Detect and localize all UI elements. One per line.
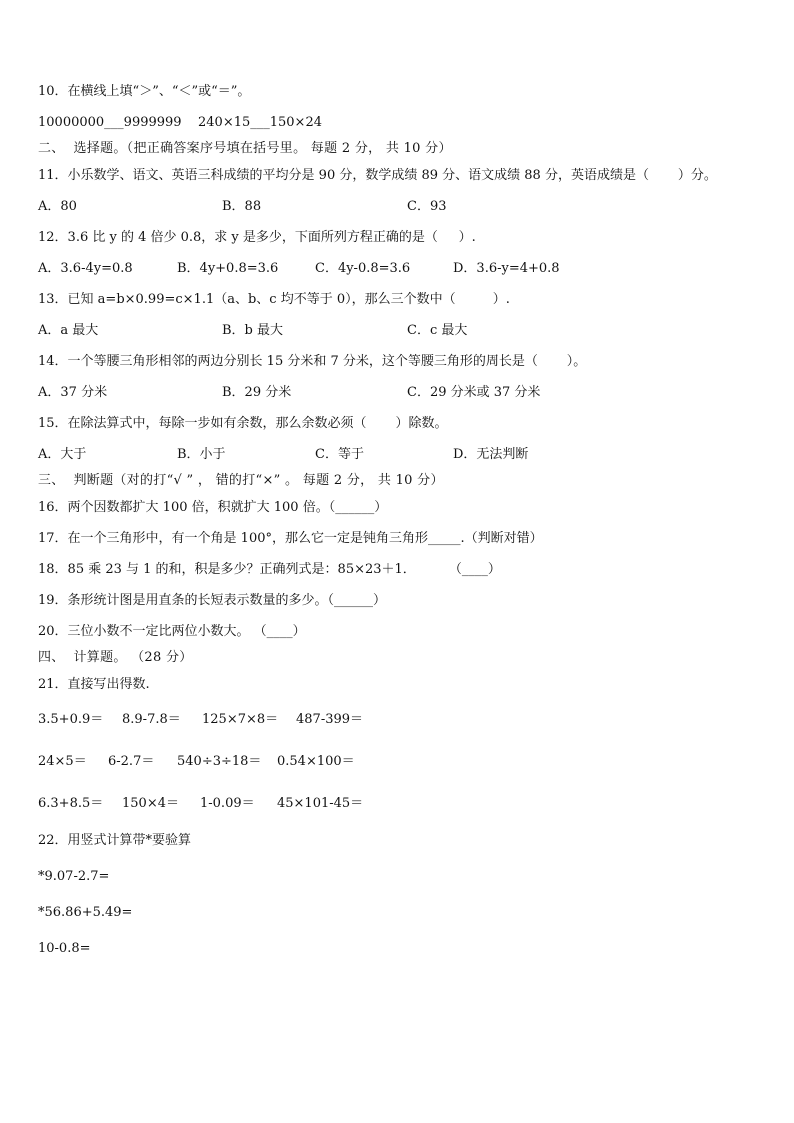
question-10-stem: 10．在横线上填“＞”、“＜”或“＝”。 (38, 84, 251, 99)
vertical-calc-item: *56.86+5.49= (38, 905, 133, 920)
calc-item: 1-0.09＝ (200, 796, 255, 811)
question-16: 16．两个因数都扩大 100 倍，积就扩大 100 倍。（______） (38, 500, 388, 515)
question-10-item-2: 240×15___150×24 (198, 115, 322, 130)
question-12-option-c: C．4y-0.8=3.6 (315, 261, 411, 276)
question-22-stem: 22．用竖式计算带*要验算 (38, 833, 192, 848)
question-15-option-d: D．无法判断 (453, 447, 529, 462)
question-19: 19．条形统计图是用直条的长短表示数量的多少。（______） (38, 593, 387, 608)
question-12-stem: 12．3.6 比 y 的 4 倍少 0.8，求 y 是多少，下面所列方程正确的是（ ）. (38, 230, 476, 245)
calc-item: 487-399＝ (296, 712, 364, 727)
question-20: 20．三位小数不一定比两位小数大。 （____） (38, 624, 306, 639)
question-10-item-1: 10000000___9999999 (38, 115, 182, 130)
question-15-stem: 15．在除法算式中，每除一步如有余数，那么余数必须（ ）除数。 (38, 416, 448, 431)
question-13-option-b: B．b 最大 (222, 323, 284, 338)
question-14-option-b: B．29 分米 (222, 385, 292, 400)
calc-item: 3.5+0.9＝ (38, 712, 104, 727)
vertical-calc-item: *9.07-2.7= (38, 869, 110, 884)
question-18: 18．85 乘 23 与 1 的和，积是多少？正确列式是：85×23＋1． （____） (38, 562, 501, 577)
question-13-stem: 13．已知 a=b×0.99=c×1.1（a、b、c 均不等于 0），那么三个数中（ ）. (38, 292, 510, 307)
calc-item: 540÷3÷18＝ (177, 754, 262, 769)
question-14-option-c: C．29 分米或 37 分米 (407, 385, 541, 400)
calc-item: 24×5＝ (38, 754, 87, 769)
question-11-option-b: B．88 (222, 199, 262, 214)
question-15-option-b: B．小于 (177, 447, 226, 462)
section-2-heading: 二、 选择题。（把正确答案序号填在括号里。 每题 2 分， 共 10 分） (38, 141, 452, 156)
question-15-option-c: C．等于 (315, 447, 364, 462)
question-11-stem: 11．小乐数学、语文、英语三科成绩的平均分是 90 分，数学成绩 89 分、语文成绩 88 分，英语成绩是（ ）分。 (38, 168, 717, 183)
question-13-option-a: A．a 最大 (38, 323, 99, 338)
question-11-option-c: C．93 (407, 199, 447, 214)
calc-item: 8.9-7.8＝ (122, 712, 181, 727)
question-21-stem: 21．直接写出得数. (38, 677, 150, 692)
calc-item: 45×101-45＝ (277, 796, 364, 811)
question-13-option-c: C．c 最大 (407, 323, 468, 338)
calc-item: 125×7×8＝ (202, 712, 279, 727)
calc-item: 6.3+8.5＝ (38, 796, 104, 811)
question-17: 17．在一个三角形中，有一个角是 100°，那么它一定是钝角三角形_____.（判断对错） (38, 531, 543, 546)
calc-item: 6-2.7＝ (108, 754, 155, 769)
question-12-option-d: D．3.6-y=4+0.8 (453, 261, 560, 276)
question-15-option-a: A．大于 (38, 447, 87, 462)
calc-item: 150×4＝ (122, 796, 179, 811)
question-12-option-a: A．3.6-4y=0.8 (38, 261, 133, 276)
section-3-heading: 三、 判断题（对的打“√ ” ， 错的打“×” 。 每题 2 分， 共 10 分） (38, 473, 444, 488)
question-14-option-a: A．37 分米 (38, 385, 108, 400)
vertical-calc-item: 10-0.8= (38, 941, 91, 956)
question-14-stem: 14．一个等腰三角形相邻的两边分别长 15 分米和 7 分米，这个等腰三角形的周长是（ ）。 (38, 354, 587, 369)
question-11-option-a: A．80 (38, 199, 77, 214)
question-12-option-b: B．4y+0.8=3.6 (177, 261, 279, 276)
calc-item: 0.54×100＝ (277, 754, 355, 769)
section-4-heading: 四、 计算题。 （28 分） (38, 650, 193, 665)
